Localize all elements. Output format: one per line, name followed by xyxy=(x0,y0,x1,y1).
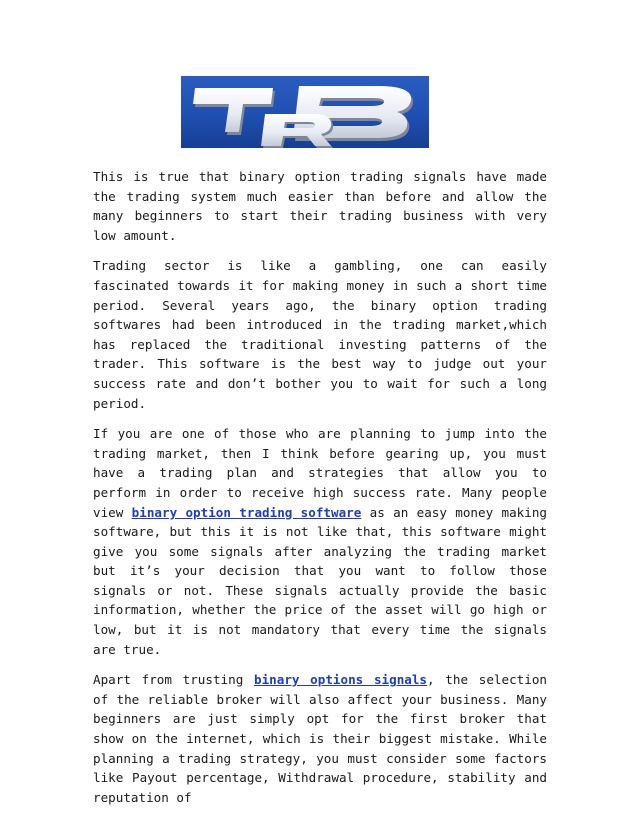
paragraph-text: Apart from trusting xyxy=(93,672,254,688)
paragraph-text: This is true that binary option trading signals have made the trading system much easier than before and allow the many beginners to start their trading business with very low amount. xyxy=(93,169,547,243)
paragraph-text: If you are one of those who are planning to jump into the trading market, then I think before gearing up, you must have a trading plan and strategies that allow you to perform in order to receive high success rate. Many people view xyxy=(93,426,547,520)
tbr-logo-icon xyxy=(181,76,429,148)
tbr-logo xyxy=(181,76,429,148)
paragraph xyxy=(93,670,547,807)
paragraph-text: , the selection of the reliable broker will also affect your business. Many beginners are just simply opt for the first broker that show on the internet, which is their biggest mistake. While planning a trading strategy, you must consider some factors like Payout percentage, Withdrawal procedure, stability and reputation of xyxy=(93,672,547,805)
paragraph xyxy=(93,424,547,659)
paragraph xyxy=(93,256,547,413)
article-link[interactable]: binary options signals xyxy=(253,672,428,688)
paragraph xyxy=(93,167,547,245)
paragraph-text: Trading sector is like a gambling, one can easily fascinated towards it for making money in such a short time period. Several years ago, the binary option trading softwares had been introduced in the trading market,which has replaced the traditional investing patterns of the trader. This software is the best way to judge out your success rate and don’t bother you to wait for such a long period. xyxy=(93,258,547,411)
article-link[interactable]: binary option trading software xyxy=(131,504,362,520)
paragraph-text: as an easy money making software, but this it is not like that, this software might give you some signals after analyzing the trading market but it’s your decision that you want to follow those signals or not. These signals actually provide the basic information, whether the price of the asset will go high or low, but it is not mandatory that every time the signals are true. xyxy=(93,504,547,657)
article-body xyxy=(93,167,547,818)
